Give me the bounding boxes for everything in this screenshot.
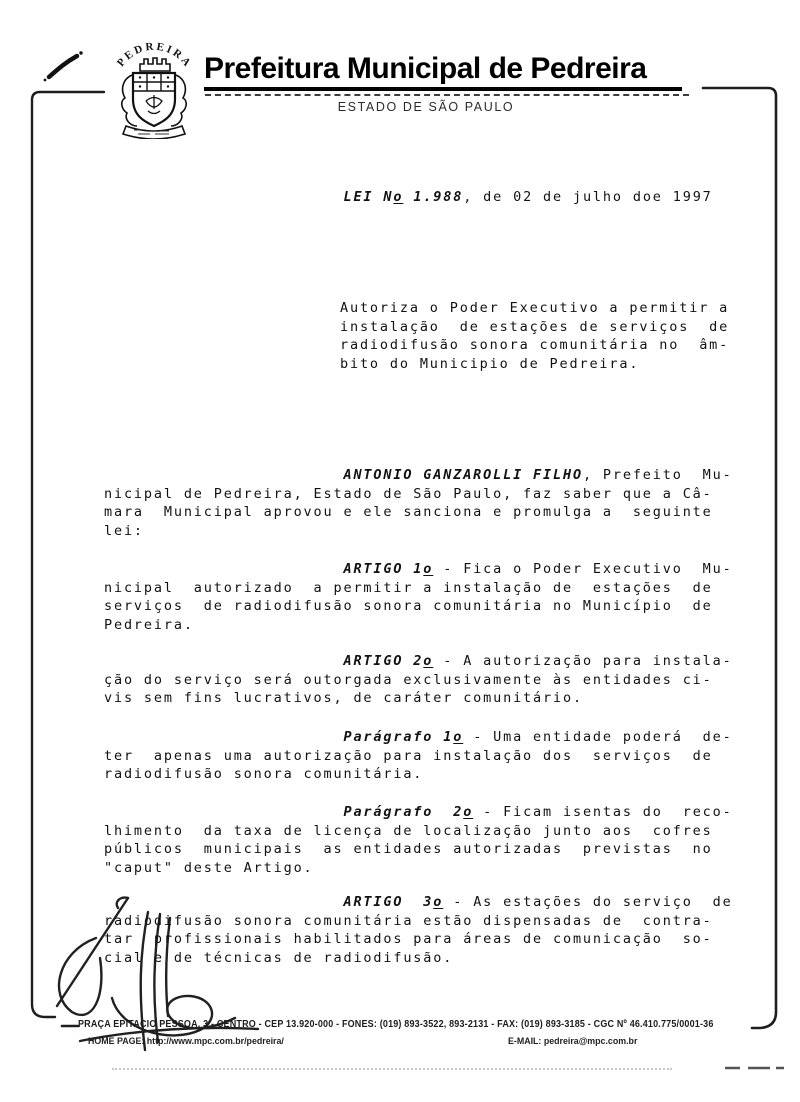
paragraph-preamble: ANTONIO GANZAROLLI FILHO, Prefeito Mu- nicipal de Pedreira, Estado de São Paulo, faz saber que a Câ- mara Municipal aprovou e ele sanciona e promulga a seguinte lei: bbox=[104, 467, 733, 540]
coat-of-arms-logo bbox=[108, 33, 200, 139]
title-underline bbox=[204, 87, 682, 91]
pen-mark-icon bbox=[44, 51, 83, 81]
page-title: Prefeitura Municipal de Pedreira bbox=[204, 52, 647, 85]
title-dashed-rule bbox=[205, 94, 689, 96]
paragraph-artigo-2: ARTIGO 2o - A autorização para instala- ção do serviço será outorgada exclusivamente às entidades ci- vis sem fins lucrativos, de caráter comunitário. bbox=[104, 653, 733, 707]
footer-address-line: PRAÇA EPITACIO PESSOA, 3 - CENTRO - CEP 13.920-000 - FONES: (019) 893-3522, 893-2131 - FAX: (019) 893-3185 - CGC Nº 46.410.775/0001-36 bbox=[78, 1019, 714, 1030]
paragraph-artigo-1: ARTIGO 1o - Fica o Poder Executivo Mu- nicipal autorizado a permitir a instalação de estações de serviços de radiodifusão sonora comunitária no Município de Pedreira. bbox=[104, 561, 733, 634]
paragraph-paragrafo-2: Parágrafo 2o - Ficam isentas do reco- lhimento da taxa de licença de localização junto aos cofres públicos municipais as entidades autorizadas previstas no "caput" deste Artigo. bbox=[104, 804, 733, 877]
bottom-dotted-rule bbox=[112, 1068, 672, 1070]
law-summary-block: Autoriza o Poder Executivo a permitir a instalação de estações de serviços de radiodifusão sonora comunitária no âm- bito do Municipio de Pedreira. bbox=[340, 300, 730, 373]
footer-homepage: HOME PAGE: http://www.mpc.com.br/pedreira/ bbox=[88, 1036, 284, 1047]
law-number-line: LEI No 1.988, de 02 de julho doe 1997 bbox=[343, 189, 713, 205]
logo-arched-text: PEDREIRA bbox=[114, 40, 195, 71]
page-subtitle: ESTADO DE SÃO PAULO bbox=[337, 100, 515, 114]
paragraph-paragrafo-1: Parágrafo 1o - Uma entidade poderá de- ter apenas uma autorização para instalação dos serviços de radiodifusão sonora comunitária. bbox=[104, 729, 733, 783]
paragraph-artigo-3: ARTIGO 3o - As estações do serviço de radiodifusão sonora comunitária estão dispensadas de contra- tar profissionais habilitados para áreas de comunicação so- cial e de técnicas de radiodifusão. bbox=[104, 894, 733, 967]
footer-email: E-MAIL: pedreira@mpc.com.br bbox=[508, 1036, 638, 1047]
